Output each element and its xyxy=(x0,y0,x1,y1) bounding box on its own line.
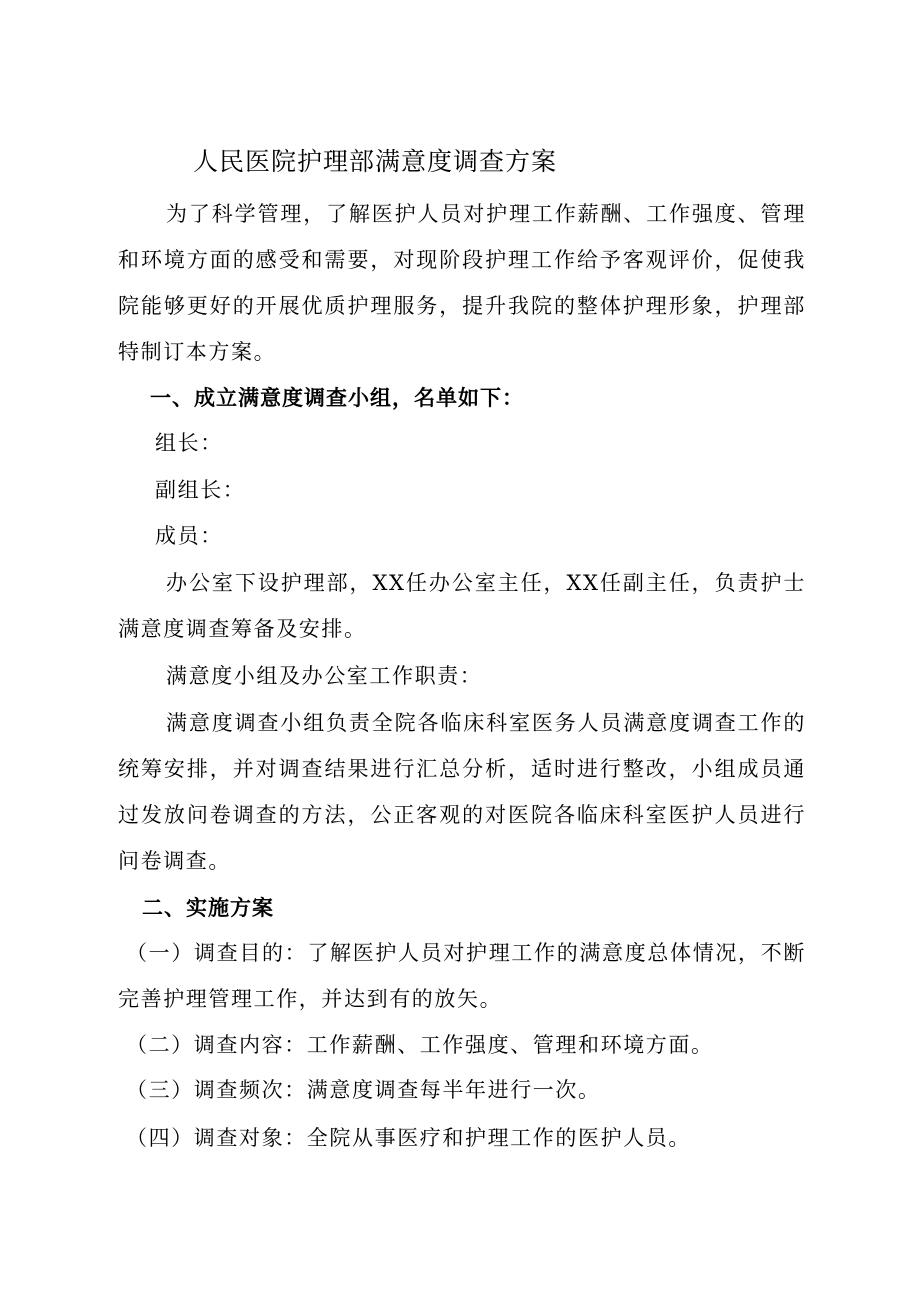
office-paragraph: 办公室下设护理部，XX任办公室主任，XX任副主任，负责护士满意度调查筹备及安排。 xyxy=(118,571,806,641)
frequency-line: （三）调查频次：满意度调查每半年进行一次。 xyxy=(126,1078,601,1102)
duties-paragraph: 满意度调查小组负责全院各临床科室医务人员满意度调查工作的统筹安排，并对调查结果进行汇总分析，适时进行整改，小组成员通过发放问卷调查的方法，公正客观的对医院各临床科室医护人员进行问卷调查。 xyxy=(118,711,806,873)
section1-heading: 一、成立满意度调查小组，名单如下： xyxy=(150,386,524,410)
duties-heading: 满意度小组及办公室工作职责： xyxy=(166,664,483,688)
content-line: （二）调查内容：工作薪酬、工作强度、管理和环境方面。 xyxy=(126,1033,714,1057)
document-title: 人民医院护理部满意度调查方案 xyxy=(193,147,558,176)
members-label: 成员： xyxy=(155,524,223,548)
target-line: （四）调查对象：全院从事医疗和护理工作的医护人员。 xyxy=(126,1126,691,1150)
intro-paragraph: 为了科学管理，了解医护人员对护理工作薪酬、工作强度、管理和环境方面的感受和需要，对现阶段护理工作给予客观评价，促使我院能够更好的开展优质护理服务，提升我院的整体护理形象，护理部特制订本方案。 xyxy=(118,202,806,364)
vice-leader-label: 副组长： xyxy=(155,478,246,502)
leader-label: 组长： xyxy=(155,431,223,455)
section2-heading: 二、实施方案 xyxy=(142,896,274,920)
purpose-paragraph: （一）调查目的：了解医护人员对护理工作的满意度总体情况，不断完善护理管理工作，并达到有的放矢。 xyxy=(118,941,806,1011)
